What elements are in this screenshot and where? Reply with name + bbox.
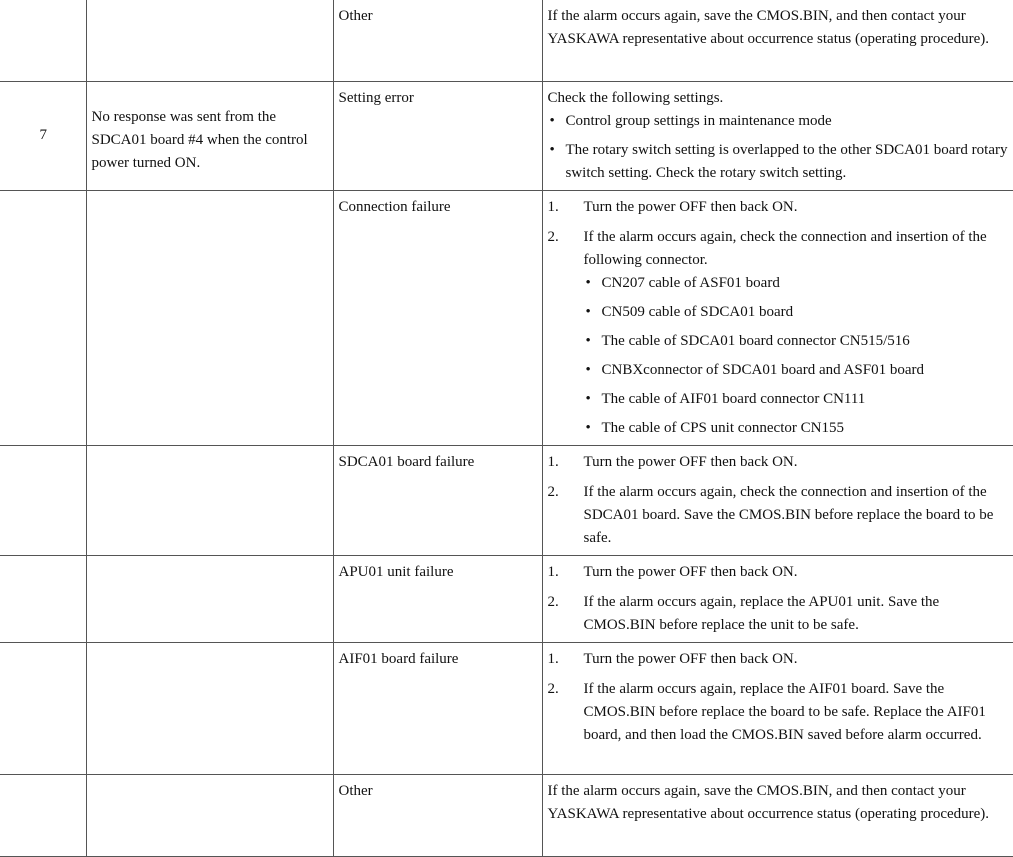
remedy-cell: If the alarm occurs again, save the CMOS.BIN, and then contact your YASKAWA representative about occurrence status (operating procedure). bbox=[542, 0, 1013, 81]
alarm-number-cell: 7 bbox=[0, 81, 86, 190]
connector-item: • CN509 cable of SDCA01 board bbox=[584, 301, 1009, 324]
meaning-cell: No response was sent from the SDCA01 board #4 when the control power turned ON. bbox=[86, 81, 333, 190]
step-text: If the alarm occurs again, check the connection and insertion of the SDCA01 board. Save the CMOS.BIN before replace the board to be safe. bbox=[583, 483, 994, 546]
alarm-number-cell bbox=[0, 642, 86, 774]
meaning-cell bbox=[86, 190, 333, 445]
meaning-cell bbox=[86, 774, 333, 856]
alarm-number-cell bbox=[0, 555, 86, 642]
step-number: 2. bbox=[547, 483, 559, 500]
remedy-bullet: • The rotary switch setting is overlapped to the other SDCA01 board rotary switch setting. Check the rotary switch setting. bbox=[548, 139, 1009, 185]
remedy-cell bbox=[542, 642, 1013, 774]
step-text: If the alarm occurs again, replace the APU01 unit. Save the CMOS.BIN before replace the unit to be safe. bbox=[583, 593, 940, 633]
meaning-cell bbox=[86, 642, 333, 774]
cause-cell: Connection failure bbox=[333, 190, 542, 445]
table-row bbox=[0, 445, 1013, 555]
remedy-step bbox=[548, 196, 1009, 219]
table-row bbox=[0, 642, 1013, 774]
remedy-step bbox=[548, 591, 1009, 637]
remedy-bullet: • Control group settings in maintenance mode bbox=[548, 110, 1009, 133]
cause-cell: Other bbox=[333, 774, 542, 856]
remedy-step bbox=[548, 648, 1009, 671]
connector-list bbox=[584, 272, 1009, 440]
alarm-number-cell bbox=[0, 445, 86, 555]
cause-cell: Other bbox=[333, 0, 542, 81]
step-text: Turn the power OFF then back ON. bbox=[583, 453, 798, 470]
step-number: 1. bbox=[547, 198, 559, 215]
cause-cell: AIF01 board failure bbox=[333, 642, 542, 774]
cause-cell: APU01 unit failure bbox=[333, 555, 542, 642]
remedy-cell bbox=[542, 81, 1013, 190]
remedy-step bbox=[548, 481, 1009, 550]
step-number: 1. bbox=[547, 563, 559, 580]
step-text: If the alarm occurs again, replace the AIF01 board. Save the CMOS.BIN before replace the board to be safe. Replace the AIF01 board, and then load the CMOS.BIN saved before alarm occurred. bbox=[583, 680, 986, 743]
remedy-cell bbox=[542, 555, 1013, 642]
step-number: 2. bbox=[547, 228, 559, 245]
remedy-step bbox=[548, 451, 1009, 474]
connector-item: • CN207 cable of ASF01 board bbox=[584, 272, 1009, 295]
step-text: Turn the power OFF then back ON. bbox=[583, 198, 798, 215]
table-row bbox=[0, 774, 1013, 856]
step-text: If the alarm occurs again, check the connection and insertion of the following connector. bbox=[583, 228, 987, 268]
connector-item: • CNBXconnector of SDCA01 board and ASF01 board bbox=[584, 359, 1009, 382]
table-row bbox=[0, 81, 1013, 190]
meaning-cell bbox=[86, 445, 333, 555]
connector-item: • The cable of CPS unit connector CN155 bbox=[584, 417, 1009, 440]
step-number: 1. bbox=[547, 453, 559, 470]
remedy-cell bbox=[542, 190, 1013, 445]
connector-item: • The cable of AIF01 board connector CN111 bbox=[584, 388, 1009, 411]
step-number: 2. bbox=[547, 680, 559, 697]
connector-item: • The cable of SDCA01 board connector CN515/516 bbox=[584, 330, 1009, 353]
cause-cell: Setting error bbox=[333, 81, 542, 190]
remedy-intro: Check the following settings. bbox=[547, 89, 724, 106]
step-text: Turn the power OFF then back ON. bbox=[583, 650, 798, 667]
remedy-step bbox=[548, 226, 1009, 440]
remedy-step bbox=[548, 561, 1009, 584]
step-number: 2. bbox=[547, 593, 559, 610]
remedy-step bbox=[548, 678, 1009, 747]
step-text: Turn the power OFF then back ON. bbox=[583, 563, 798, 580]
table-row bbox=[0, 555, 1013, 642]
table-row bbox=[0, 190, 1013, 445]
meaning-cell bbox=[86, 0, 333, 81]
remedy-cell bbox=[542, 445, 1013, 555]
cause-cell: SDCA01 board failure bbox=[333, 445, 542, 555]
alarm-number-cell bbox=[0, 0, 86, 81]
remedy-cell: If the alarm occurs again, save the CMOS.BIN, and then contact your YASKAWA representative about occurrence status (operating procedure). bbox=[542, 774, 1013, 856]
alarm-number-cell bbox=[0, 774, 86, 856]
alarm-number-cell bbox=[0, 190, 86, 445]
meaning-cell bbox=[86, 555, 333, 642]
step-number: 1. bbox=[547, 650, 559, 667]
table-row bbox=[0, 0, 1013, 81]
